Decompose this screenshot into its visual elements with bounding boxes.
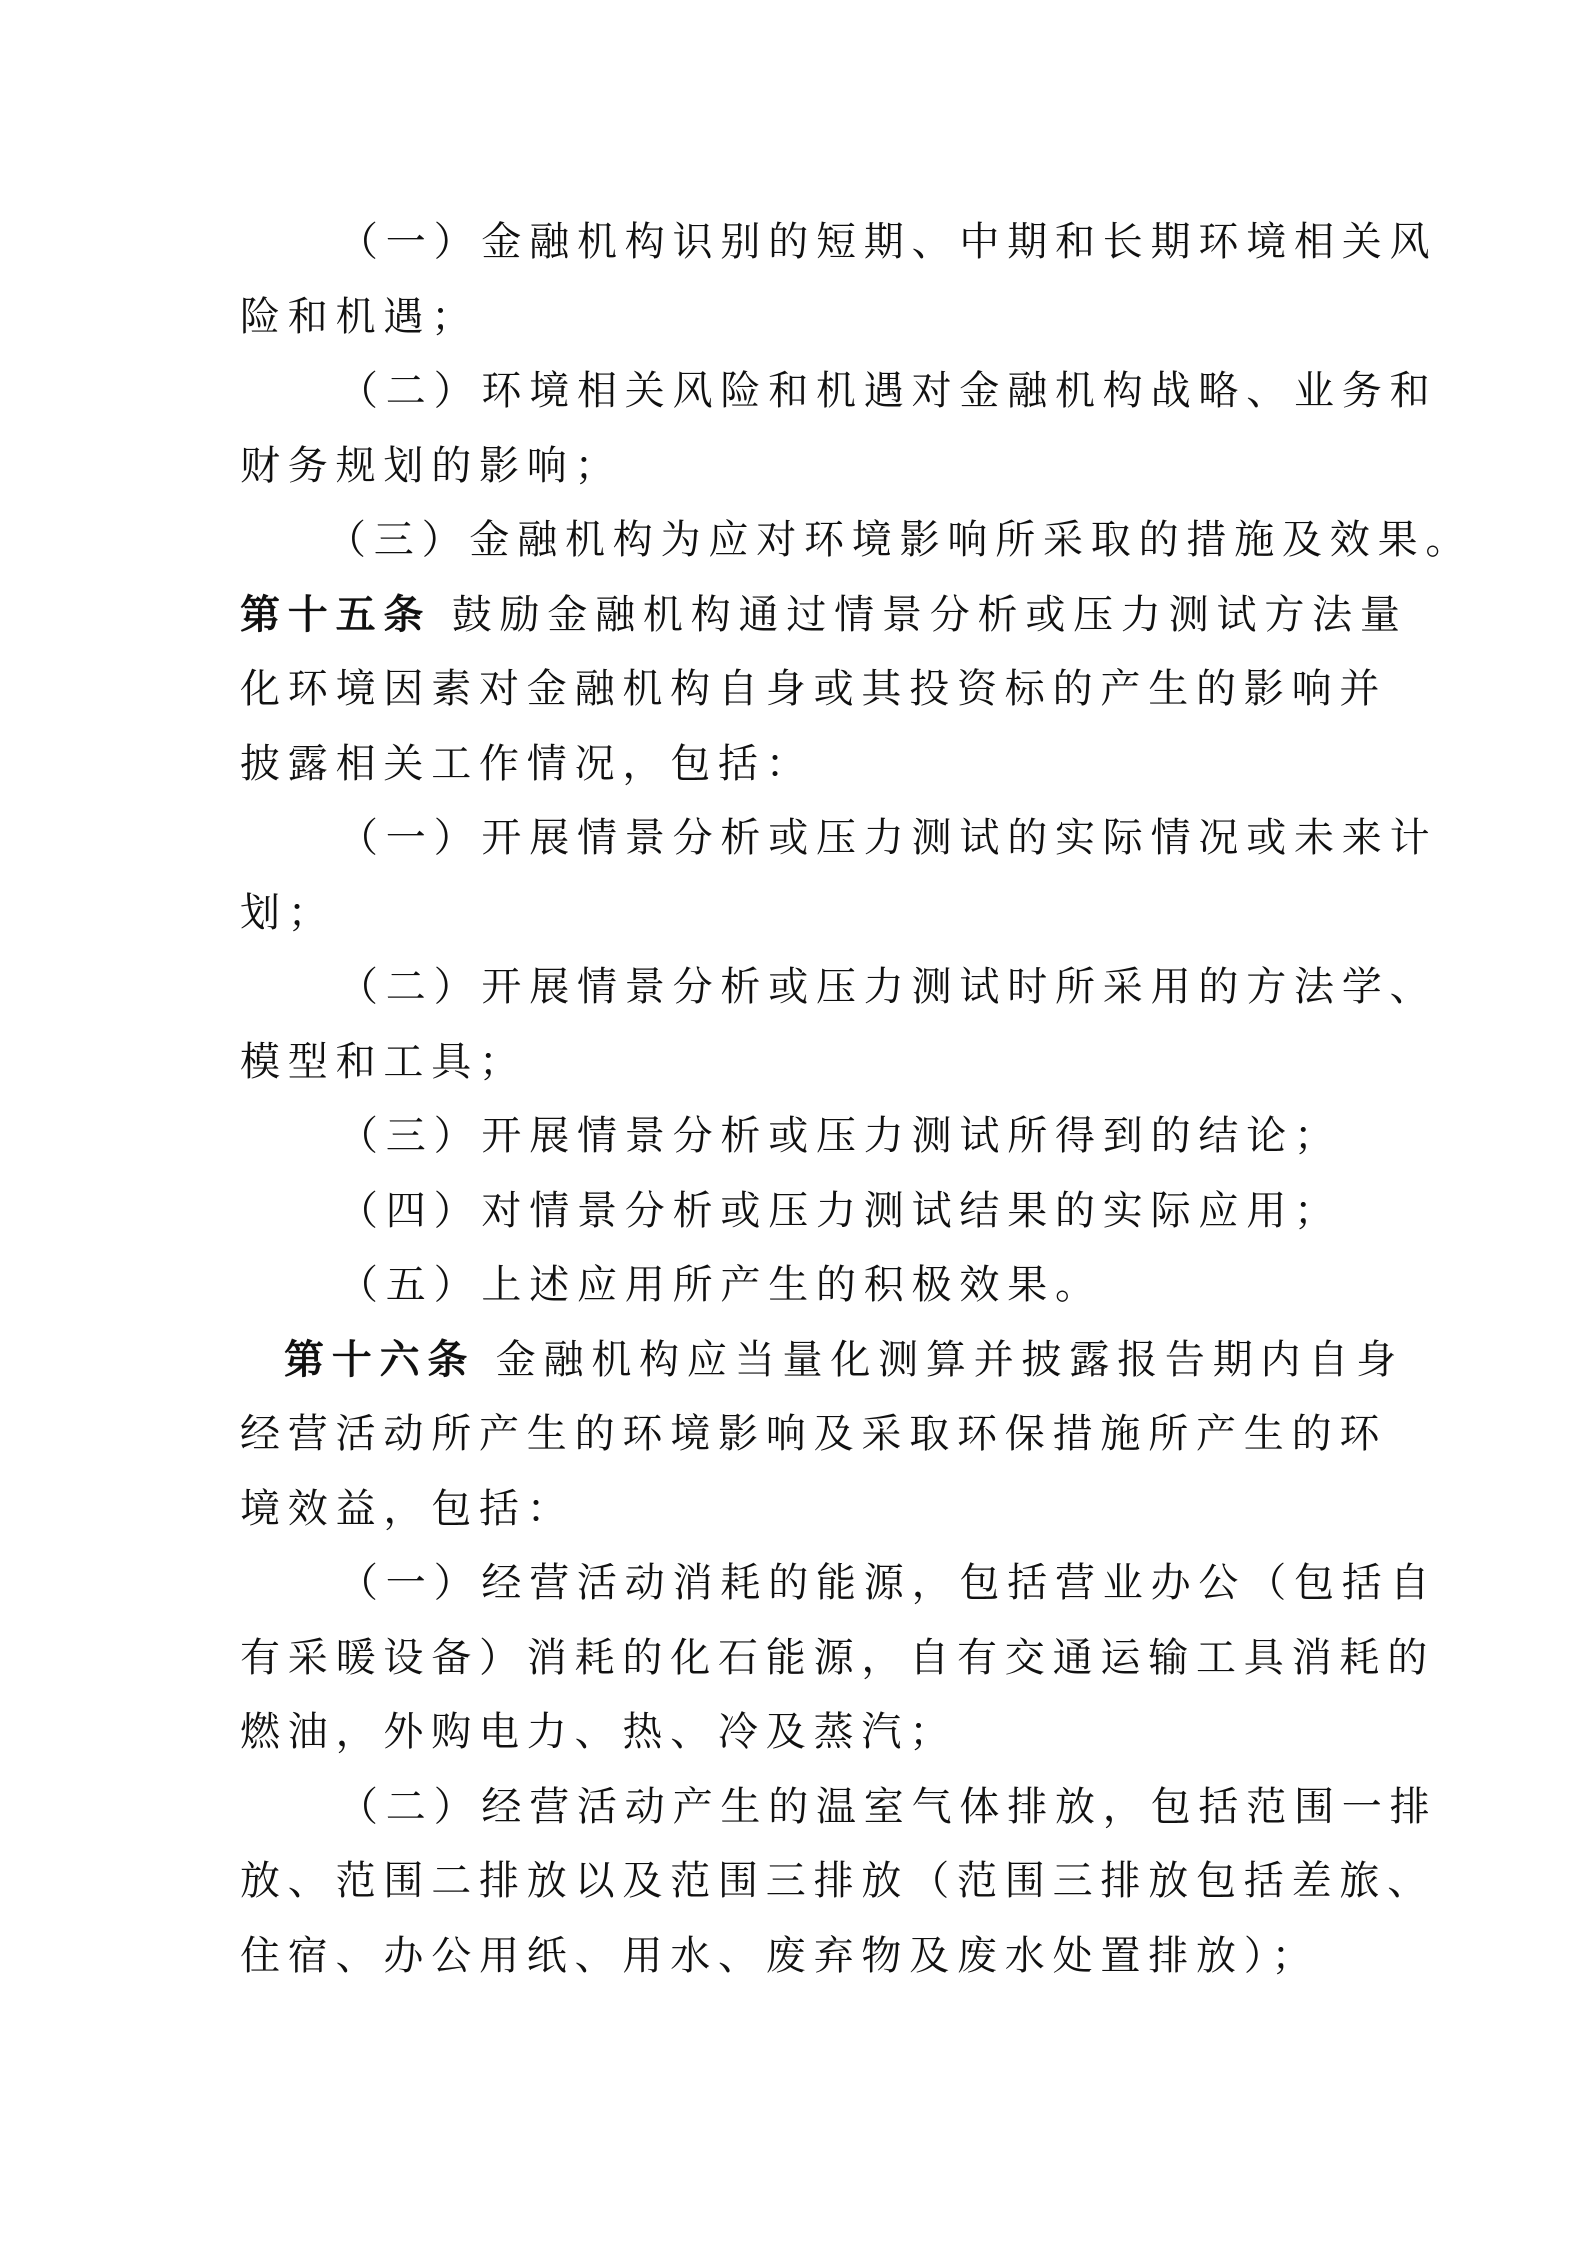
item-line: 财务规划的影响；	[240, 442, 623, 489]
item-line: （三）金融机构为应对环境影响所采取的措施及效果。	[326, 517, 1474, 563]
item-line: 燃油，外购电力、热、冷及蒸汽；	[240, 1709, 957, 1755]
article-15-heading: 第十五条	[240, 590, 432, 638]
item-line: （一）经营活动消耗的能源，包括营业办公（包括自	[338, 1560, 1438, 1606]
item-line: 险和机遇；	[240, 293, 479, 340]
item-line: （二）环境相关风险和机遇对金融机构战略、业务和	[338, 368, 1438, 414]
article-16-text: 金融机构应当量化测算并披露报告期内自身	[475, 1336, 1404, 1383]
item-line: （二）开展情景分析或压力测试时所采用的方法学、	[338, 964, 1438, 1010]
article-15-line	[240, 578, 1408, 653]
item-line: 模型和工具；	[240, 1038, 527, 1085]
item-line: 划；	[240, 889, 336, 936]
item-line: （三）开展情景分析或压力测试所得到的结论；	[338, 1113, 1342, 1159]
item-line: 住宿、办公用纸、用水、废弃物及废水处置排放）；	[240, 1932, 1320, 1979]
item-line: （二）经营活动产生的温室气体排放，包括范围一排	[338, 1783, 1438, 1830]
item-line: 有采暖设备）消耗的化石能源，自有交通运输工具消耗的	[240, 1634, 1435, 1681]
paragraph-line: 披露相关工作情况，包括：	[240, 740, 814, 787]
item-line: （五）上述应用所产生的积极效果。	[338, 1262, 1103, 1308]
article-16-heading: 第十六条	[284, 1335, 476, 1383]
document-body	[240, 205, 1474, 1993]
item-line: （一）金融机构识别的短期、中期和长期环境相关风	[338, 219, 1438, 265]
article-15-text: 鼓励金融机构通过情景分析或压力测试方法量	[431, 591, 1408, 638]
item-line: （四）对情景分析或压力测试结果的实际应用；	[338, 1187, 1342, 1234]
paragraph-line: 境效益，包括：	[240, 1485, 575, 1532]
article-16-line	[240, 1323, 1404, 1398]
paragraph-line: 经营活动所产生的环境影响及采取环保措施所产生的环	[240, 1411, 1388, 1457]
paragraph-line: 化环境因素对金融机构自身或其投资标的产生的影响并	[240, 666, 1388, 712]
item-line: 放、范围二排放以及范围三排放（范围三排放包括差旅、	[240, 1858, 1435, 1904]
item-line: （一）开展情景分析或压力测试的实际情况或未来计	[338, 815, 1438, 861]
